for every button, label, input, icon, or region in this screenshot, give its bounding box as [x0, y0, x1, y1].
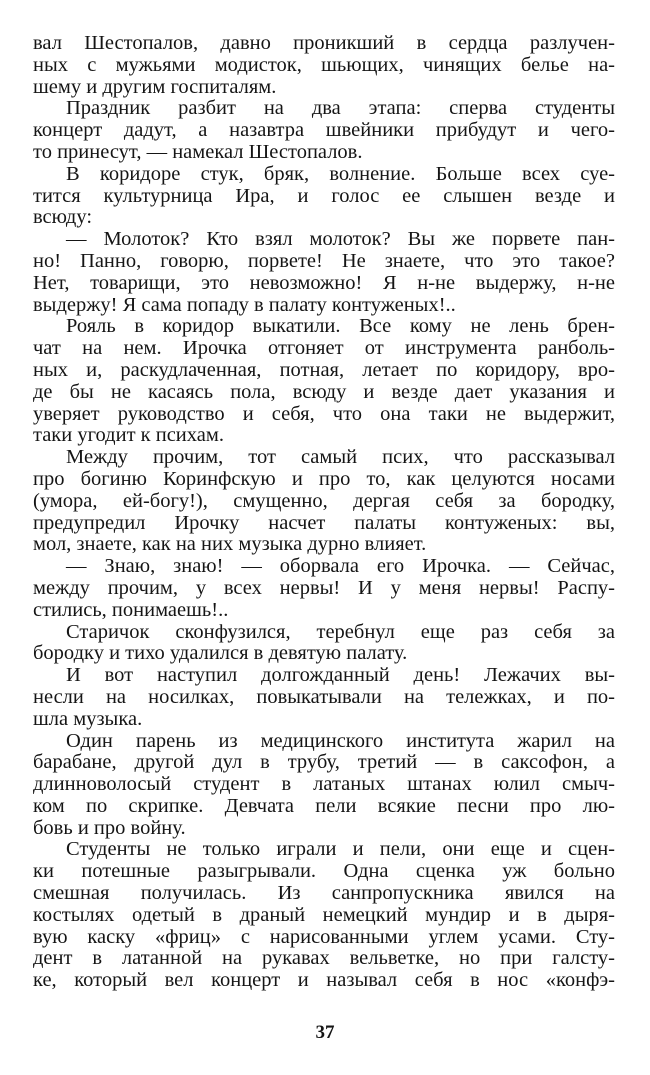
text-line: между прочим, у всех нервы! И у меня нервы! Распу-: [33, 577, 615, 599]
text-line: ке, который вел концерт и называл себя в нос «конфэ-: [33, 970, 615, 992]
text-line: уверяет руководство и себя, что она таки не выдержит,: [33, 403, 615, 425]
text-line: про богиню Коринфскую и про то, как целуются носами: [33, 468, 615, 490]
text-line: длинноволосый студент в латаных штанах юлил смыч-: [33, 774, 615, 796]
text-line: концерт дадут, а назавтра швейники прибудут и чего-: [33, 120, 615, 142]
text-line: вал Шестопалов, давно проникший в сердца разлучен-: [33, 33, 615, 54]
text-line: мол, знаете, как на них музыка дурно влияет.: [33, 534, 427, 556]
page-number: 37: [315, 1022, 335, 1043]
text-line: предупредил Ирочку насчет палаты контуженых: вы,: [33, 512, 615, 534]
text-line: шему и другим госпиталям.: [33, 76, 277, 98]
text-line: стились, понимаешь!..: [33, 599, 229, 621]
text-line: но! Панно, говорю, порвете! Не знаете, что это такое?: [33, 250, 615, 272]
text-line: ком по скрипке. Девчата пели всякие песни про лю-: [33, 795, 615, 817]
text-line: несли на носилках, повыкатывали на тележках, и по-: [33, 686, 615, 708]
text-line: ных и, раскудлаченная, потная, летает по коридору, вро-: [33, 359, 615, 381]
text-line: Один парень из медицинского института жарил на: [66, 730, 615, 752]
text-line: костылях одетый в драный немецкий мундир и в дыря-: [33, 904, 615, 926]
text-line: тится культурница Ира, и голос ее слышен везде и: [33, 185, 615, 207]
text-line: ки потешные разыгрывали. Одна сценка уж больно: [33, 861, 615, 883]
text-line: И вот наступил долгожданный день! Лежачих вы-: [66, 665, 615, 687]
text-line: Старичок сконфузился, теребнул еще раз себя за: [66, 621, 615, 643]
text-line: смешная получилась. Из санпропускника явился на: [33, 883, 615, 905]
text-line: чат на нем. Ирочка отгоняет от инструмента ранболь-: [33, 338, 615, 360]
page-body-text: [33, 33, 615, 992]
text-line: — Знаю, знаю! — оборвала его Ирочка. — Сейчас,: [66, 556, 615, 578]
text-line: бородку и тихо удалился в девятую палату.: [33, 643, 408, 665]
text-line: В коридоре стук, бряк, волнение. Больше всех суе-: [66, 163, 615, 185]
text-line: барабане, другой дул в трубу, третий — в саксофон, а: [33, 752, 615, 774]
text-line: ных с мужьями модисток, шьющих, чинящих белье на-: [33, 54, 615, 76]
text-line: всюду:: [33, 207, 93, 229]
text-line: — Молоток? Кто взял молоток? Вы же порвете пан-: [66, 229, 615, 251]
text-line: то принесут, — намекал Шестопалов.: [33, 141, 363, 163]
text-line: вую каску «фриц» с нарисованными углем усами. Сту-: [33, 926, 615, 948]
text-line: шла музыка.: [33, 708, 143, 730]
text-line: Нет, товарищи, это невозможно! Я н-не выдержу, н-не: [33, 272, 615, 294]
text-line: де бы не касаясь пола, всюду и везде дает указания и: [33, 381, 615, 403]
text-line: (умора, ей-богу!), смущенно, дергая себя за бородку,: [33, 490, 615, 512]
text-line: Рояль в коридор выкатили. Все кому не лень брен-: [66, 316, 615, 338]
text-line: Между прочим, тот самый псих, что рассказывал: [66, 447, 615, 469]
text-line: бовь и про войну.: [33, 817, 186, 839]
text-line: Праздник разбит на два этапа: сперва студенты: [66, 98, 615, 120]
text-line: Студенты не только играли и пели, они еще и сцен-: [66, 839, 615, 861]
text-line: таки угодит к психам.: [33, 425, 224, 447]
text-line: дент в латанной на рукавах вельветке, но при галсту-: [33, 948, 615, 970]
text-line: выдержу! Я сама попаду в палату контуженых!..: [33, 294, 456, 316]
